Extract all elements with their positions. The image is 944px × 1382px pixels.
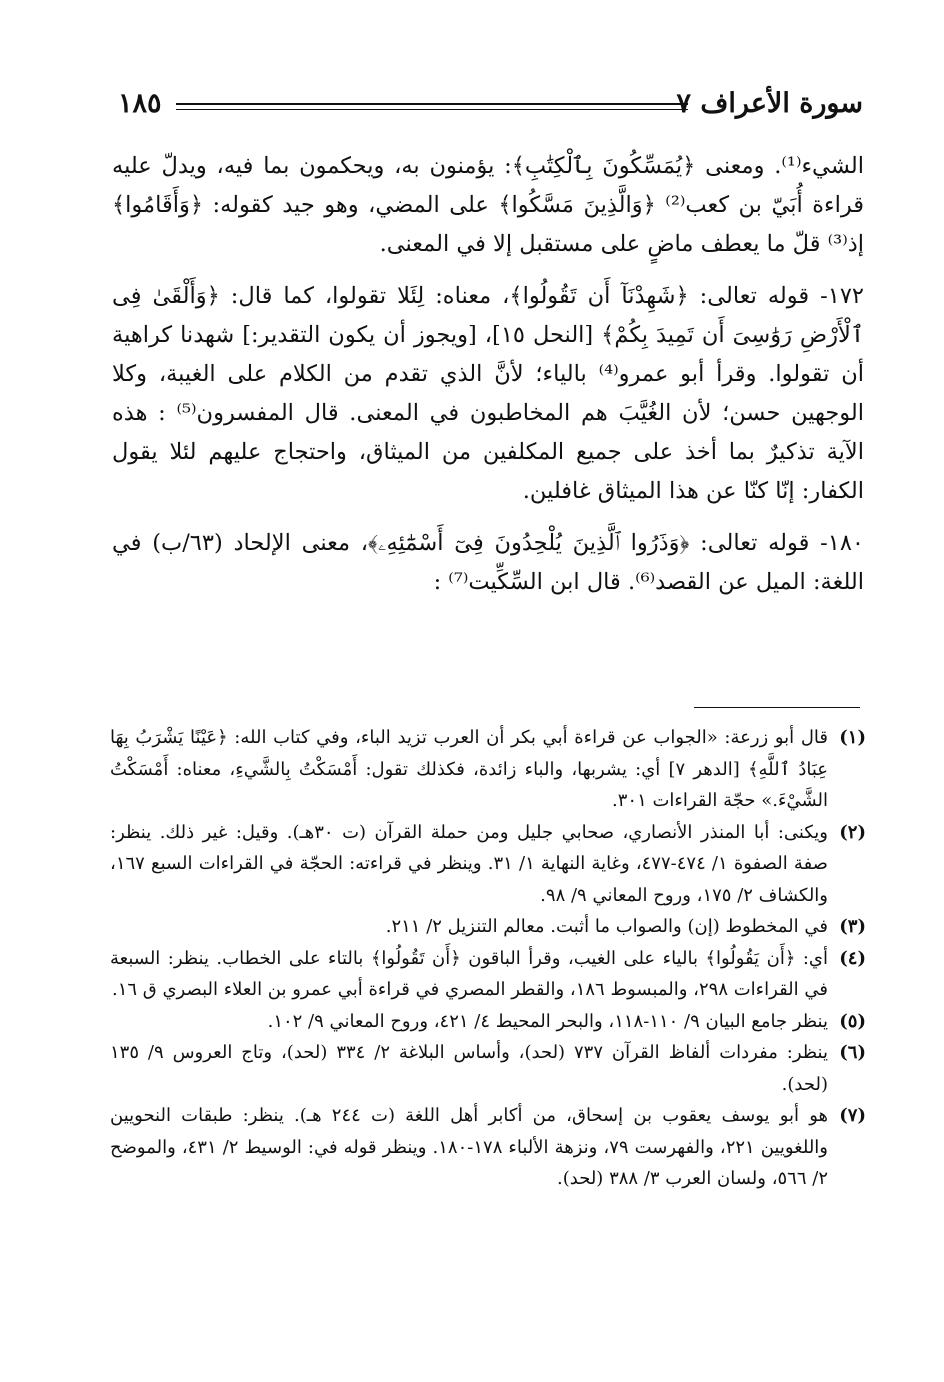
footnote-item: [110, 911, 866, 943]
surah-title: سورة الأعراف ٧: [676, 88, 863, 119]
footnote-number: (٥): [839, 1010, 866, 1032]
footnote-number: (٦): [839, 1042, 866, 1063]
footnote-text: ينظر: مفردات ألفاظ القرآن ٧٣٧ (لحد)، وأساس البلاغة ٢/ ٣٣٤ (لحد)، وتاج العروس ٩/ ١٣٥ (لحد).: [110, 1042, 828, 1095]
paragraph-1: الشيء⁽¹⁾. ومعنى ﴿يُمَسِّكُونَ بِٱلْكِتَٰبِ﴾: يؤمنون به، ويحكمون بما فيه، ويدلّ عليه قراءة أُبَيّ بن كعب⁽²⁾ ﴿وَالَّذِينَ مَسَّكُوا﴾ على المضي، وهو جيد كقوله: ﴿وَأَقَامُوا﴾ إذ⁽³⁾ قلّ ما يعطف ماضٍ على مستقبل إلا في المعنى.: [112, 153, 864, 257]
footnotes: [110, 722, 866, 1195]
footnote-number: (١): [839, 727, 866, 748]
paragraph-verse-180: ١٨٠- قوله تعالى: ﴿وَذَرُوا ٱلَّذِينَ يُلْحِدُونَ فِىٓ أَسْمَٰٓئِهِۦ﴾، معنى الإلحاد (٦٣/ب) في اللغة: الميل عن القصد⁽⁶⁾. قال ابن السِّكِّيت⁽⁷⁾ :: [112, 530, 864, 595]
footnote-text: في المخطوط (إن) والصواب ما أثبت. معالم التنزيل ٢/ ٢١١.: [385, 916, 828, 937]
paragraph-verse-172: ١٧٢- قوله تعالى: ﴿شَهِدْنَآ أَن تَقُولُوا﴾، معناه: لِئَلا تقولوا، كما قال: ﴿وَأَلْقَىٰ فِى ٱلْأَرْضِ رَوَٰسِىَ أَن تَمِيدَ بِكُمْ﴾ [النحل ١٥]، [ويجوز أن يكون التقدير:] شهدنا كراهية أن تقولوا. وقرأ أبو عمرو⁽⁴⁾ بالياء؛ لأنَّ الذي تقدم من الكلام على الغيبة، وكلا الوجهين حسن؛ لأن الغُيَّبَ هم المخاطبون في المعنى. قال المفسرون⁽⁵⁾ : هذه الآية تذكيرٌ بما أخذ على جميع المكلفين من الميثاق، واحتجاج عليهم لئلا يقول الكفار: إنّا كنّا عن هذا الميثاق غافلين.: [112, 283, 865, 504]
footnote-item: [110, 722, 866, 817]
footnote-text: هو أبو يوسف يعقوب بن إسحاق، من أكابر أهل اللغة (ت ٢٤٤ هـ). ينظر: طبقات النحويين واللغويين ٢٢١، والفهرست ٧٩، ونزهة الألباء ١٧٨-١٨٠. وينظر قوله في: الوسيط ٢/ ٤٣١، والموضح ٢/ ٥٦٦، ولسان العرب ٣/ ٣٨٨ (لحد).: [110, 1105, 829, 1189]
page-header: [118, 86, 863, 126]
footnote-text: ويكنى: أبا المنذر الأنصاري، صحابي جليل ومن حملة القرآن (ت ٣٠هـ). وقيل: غير ذلك. ينظر: صفة الصفوة ١/ ٤٧٤-٤٧٧، وغاية النهاية ١/ ٣١. وينظر في قراءته: الحجّة في القراءات السبع ١٦٧، والكشاف ٢/ ١٧٥، وروح المعاني ٩/ ٩٨.: [110, 821, 828, 906]
footnote-item: [110, 817, 866, 912]
footnote-item: [110, 943, 866, 1006]
header-rule-thin: [176, 109, 688, 110]
footnote-item: [110, 1037, 866, 1100]
footnote-text: أي: ﴿أَن يَقُولُوا﴾ بالياء على الغيب، وقرأ الباقون ﴿أَن تَقُولُوا﴾ بالتاء على الخطاب. ينظر: السبعة في القراءات ٢٩٨، والمبسوط ١٨٦، والقطر المصري في قراءة أبي عمرو بن العلاء البصري ق ١٦.: [110, 947, 828, 1000]
footnote-number: (٢): [839, 821, 866, 843]
footnote-item: [110, 1006, 866, 1038]
footnote-text: قال أبو زرعة: «الجواب عن قراءة أبي بكر أن العرب تزيد الباء، وفي كتاب الله: ﴿عَيْنًا يَشْرَبُ بِهَا عِبَادُ ٱللَّهِ﴾ [الدهر ٧] أي: يشربها، والباء زائدة، فكذلك تقول: أَمْسَكْتُ بِالشَّيءِ، معناه: أَمْسَكْتُ الشَّيْءَ.» حجّة القراءات ٣٠١.: [110, 727, 828, 811]
header-rule: [176, 103, 688, 105]
page-number: ١٨٥: [118, 88, 162, 119]
footnote-number: (٧): [839, 1105, 866, 1126]
footnote-text: ينظر جامع البيان ٩/ ١١٠-١١٨، والبحر المحيط ٤/ ٤٢١، وروح المعاني ٩/ ١٠٢.: [267, 1010, 828, 1032]
footnote-number: (٤): [839, 947, 866, 969]
main-text: [112, 147, 864, 602]
footnote-separator: [694, 707, 860, 708]
footnote-item: [110, 1100, 866, 1195]
footnote-number: (٣): [839, 916, 866, 937]
